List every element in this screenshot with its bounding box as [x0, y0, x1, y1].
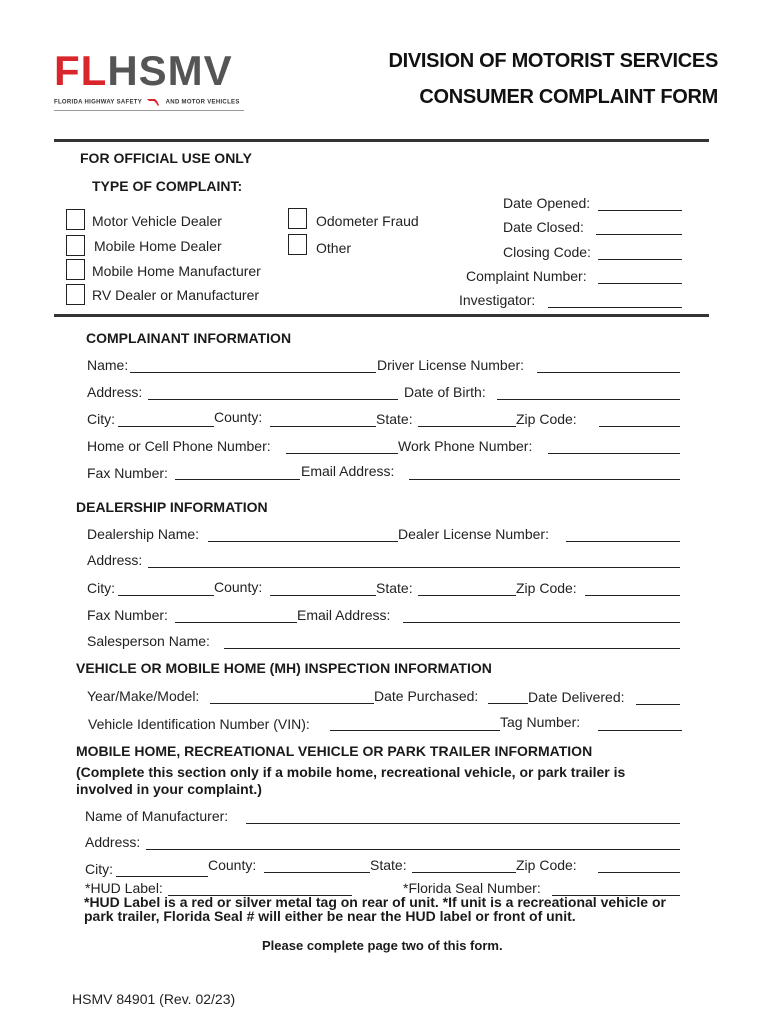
form-id: HSMV 84901 (Rev. 02/23): [72, 991, 236, 1007]
label-manufacturer: Name of Manufacturer:: [85, 808, 229, 824]
label-work-phone: Work Phone Number:: [398, 438, 533, 454]
field-dealer-fax[interactable]: [175, 622, 297, 623]
field-dealer-city[interactable]: [118, 595, 214, 596]
field-home-phone[interactable]: [286, 453, 398, 454]
label-dealer-fax: Fax Number:: [87, 607, 168, 623]
label-other: Other: [316, 240, 352, 256]
official-rule: [54, 314, 709, 317]
label-mh-address: Address:: [85, 834, 141, 850]
field-dealer-address[interactable]: [148, 567, 680, 568]
dealership-heading: DEALERSHIP INFORMATION: [76, 499, 268, 515]
label-date-closed: Date Closed:: [503, 219, 584, 235]
field-complaint-number[interactable]: [598, 283, 682, 284]
label-mobile-home-manufacturer: Mobile Home Manufacturer: [92, 263, 261, 279]
field-salesperson[interactable]: [224, 648, 680, 649]
field-city[interactable]: [118, 426, 214, 427]
label-dealer-address: Address:: [87, 552, 143, 568]
label-mobile-home-dealer: Mobile Home Dealer: [94, 238, 222, 254]
field-mh-zip[interactable]: [598, 872, 680, 873]
label-state: State:: [376, 411, 413, 427]
mobile-home-subheading-2: involved in your complaint.): [76, 781, 262, 797]
page-title-1: DIVISION OF MOTORIST SERVICES: [388, 50, 718, 72]
florida-map-icon: [146, 97, 162, 107]
field-year-make-model[interactable]: [210, 703, 374, 704]
field-date-of-birth[interactable]: [497, 399, 680, 400]
label-driver-license: Driver License Number:: [377, 357, 525, 373]
field-address[interactable]: [148, 399, 398, 400]
field-mh-county[interactable]: [264, 872, 370, 873]
label-mh-zip: Zip Code:: [516, 857, 577, 873]
continue-note: Please complete page two of this form.: [262, 938, 503, 953]
field-manufacturer[interactable]: [246, 823, 680, 824]
label-dealer-county: County:: [214, 579, 263, 595]
checkbox-mobile-home-dealer[interactable]: [66, 235, 85, 256]
label-city: City:: [87, 411, 115, 427]
label-date-opened: Date Opened:: [503, 195, 591, 211]
field-dealer-email[interactable]: [403, 622, 680, 623]
field-mh-address[interactable]: [146, 849, 680, 850]
label-mh-state: State:: [370, 857, 407, 873]
label-motor-vehicle-dealer: Motor Vehicle Dealer: [92, 213, 222, 229]
field-fax[interactable]: [175, 479, 300, 480]
label-county: County:: [214, 409, 263, 425]
checkbox-odometer-fraud[interactable]: [288, 208, 307, 229]
page-title-2: CONSUMER COMPLAINT FORM: [419, 86, 718, 108]
label-zip: Zip Code:: [516, 411, 577, 427]
label-year-make-model: Year/Make/Model:: [87, 688, 200, 704]
label-dealer-email: Email Address:: [297, 607, 391, 623]
field-date-purchased[interactable]: [488, 703, 528, 704]
label-vin: Vehicle Identification Number (VIN):: [88, 716, 310, 732]
field-name[interactable]: [130, 372, 376, 373]
field-dealership-name[interactable]: [208, 541, 398, 542]
label-home-phone: Home or Cell Phone Number:: [87, 438, 271, 454]
label-dealer-state: State:: [376, 580, 413, 596]
checkbox-other[interactable]: [288, 234, 307, 255]
logo-tagline-right: AND MOTOR VEHICLES: [165, 99, 240, 106]
type-of-complaint-heading: TYPE OF COMPLAINT:: [92, 178, 243, 194]
field-closing-code[interactable]: [598, 259, 682, 260]
field-driver-license[interactable]: [537, 372, 680, 373]
field-dealer-state[interactable]: [418, 595, 516, 596]
label-address: Address:: [87, 384, 143, 400]
label-mh-county: County:: [208, 857, 257, 873]
field-county[interactable]: [270, 426, 376, 427]
field-investigator[interactable]: [548, 307, 682, 308]
checkbox-mobile-home-manufacturer[interactable]: [66, 259, 85, 280]
label-name: Name:: [87, 357, 129, 373]
field-mh-state[interactable]: [412, 872, 516, 873]
field-dealer-county[interactable]: [270, 595, 376, 596]
label-complaint-number: Complaint Number:: [466, 268, 587, 284]
label-dealership-name: Dealership Name:: [87, 526, 200, 542]
mobile-home-subheading-1: (Complete this section only if a mobile home, recreational vehicle, or park trailer is: [76, 764, 626, 780]
top-rule: [54, 139, 709, 142]
logo-tagline-left: FLORIDA HIGHWAY SAFETY: [54, 99, 142, 106]
official-use-heading: FOR OFFICIAL USE ONLY: [80, 150, 252, 166]
label-rv-dealer: RV Dealer or Manufacturer: [92, 287, 260, 303]
label-closing-code: Closing Code:: [503, 244, 591, 260]
checkbox-motor-vehicle-dealer[interactable]: [66, 209, 85, 230]
field-dealer-zip[interactable]: [585, 595, 680, 596]
label-fax: Fax Number:: [87, 465, 168, 481]
vehicle-heading: VEHICLE OR MOBILE HOME (MH) INSPECTION INFORMATION: [76, 660, 492, 676]
field-dealer-license[interactable]: [566, 541, 680, 542]
label-mh-city: City:: [85, 861, 113, 877]
logo-tagline: [54, 97, 244, 109]
field-zip[interactable]: [599, 426, 680, 427]
label-date-of-birth: Date of Birth:: [404, 384, 486, 400]
field-mh-city[interactable]: [116, 876, 208, 877]
label-dealer-zip: Zip Code:: [516, 580, 577, 596]
field-work-phone[interactable]: [548, 453, 680, 454]
label-date-delivered: Date Delivered:: [528, 689, 625, 705]
field-date-delivered[interactable]: [636, 704, 680, 705]
logo-letters-gray: HSMV: [107, 47, 233, 94]
label-date-purchased: Date Purchased:: [374, 688, 479, 704]
field-state[interactable]: [418, 426, 516, 427]
label-dealer-license: Dealer License Number:: [398, 526, 549, 542]
label-tag-number: Tag Number:: [500, 714, 581, 730]
label-florida-seal: *Florida Seal Number:: [403, 880, 541, 896]
label-hud: *HUD Label:: [85, 880, 163, 896]
logo-underline: [54, 110, 244, 111]
mobile-home-note-1: *HUD Label is a red or silver metal tag on rear of unit. *If unit is a recreational vehicle or: [84, 894, 666, 910]
field-date-closed[interactable]: [596, 234, 682, 235]
field-vin[interactable]: [330, 730, 500, 731]
mobile-home-note-2: park trailer, Florida Seal # will either be near the HUD label or front of unit.: [84, 908, 576, 924]
checkbox-rv-dealer[interactable]: [66, 284, 85, 305]
label-odometer-fraud: Odometer Fraud: [316, 213, 419, 229]
label-investigator: Investigator:: [459, 292, 536, 308]
logo-road-icon: [120, 56, 156, 90]
label-salesperson: Salesperson Name:: [87, 633, 210, 649]
complainant-heading: COMPLAINANT INFORMATION: [86, 330, 292, 346]
logo: [52, 47, 252, 120]
mobile-home-heading: MOBILE HOME, RECREATIONAL VEHICLE OR PARK TRAILER INFORMATION: [76, 743, 593, 759]
logo-letters-red: FL: [54, 47, 108, 94]
label-email: Email Address:: [301, 463, 395, 479]
field-email[interactable]: [409, 479, 680, 480]
label-dealer-city: City:: [87, 580, 115, 596]
field-date-opened[interactable]: [598, 210, 682, 211]
field-tag-number[interactable]: [598, 730, 682, 731]
